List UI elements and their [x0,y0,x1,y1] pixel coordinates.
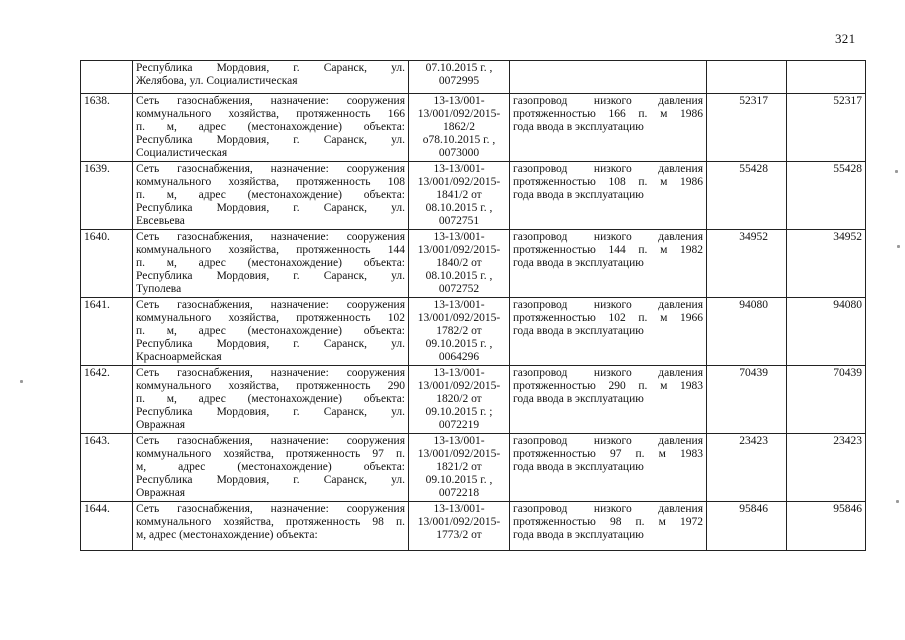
description-line: Республика Мордовия, г. Саранск, ул. [136,134,405,146]
table-row [81,230,866,298]
description-line: п. м, адрес (местонахождение) объекта: [136,121,405,133]
registration-line: 13-13/001- [433,299,485,311]
balance-value: 34952 [707,230,787,298]
row-number: 1639. [81,162,133,230]
description-line: Овражная [136,419,186,431]
registration-line: 08.10.2015 г. , [425,202,493,214]
registration-line: 13-13/001- [433,367,485,379]
registration-record [409,434,510,502]
characteristics-line: года ввода в эксплуатацию [513,529,644,541]
registration-line: о78.10.2015 г. , [422,134,496,146]
object-characteristics [510,502,707,551]
description-line: коммунального хозяйства, протяженность 108 [136,176,405,188]
description-line: Сеть газоснабжения, назначение: сооружения [136,163,405,175]
scan-artifact [896,500,899,503]
registration-record [409,162,510,230]
description-line: п. м, адрес (местонахождение) объекта: [136,393,405,405]
characteristics-line: года ввода в эксплуатацию [513,257,644,269]
residual-value: 94080 [787,298,866,366]
characteristics-line: газопровод низкого давления [513,299,703,311]
object-description [133,298,409,366]
characteristics-line: газопровод низкого давления [513,231,703,243]
description-line: Евсевьева [136,215,185,227]
registration-record [409,298,510,366]
description-line: Республика Мордовия, г. Саранск, ул. [136,338,405,350]
object-description [133,230,409,298]
characteristics-line: протяженностью 98 п. м 1972 [513,516,703,528]
description-line: Желябова, ул. Социалистическая [136,75,298,87]
registration-line: 1820/2 от [436,393,482,405]
object-description [133,434,409,502]
table-row [81,434,866,502]
characteristics-line: года ввода в эксплуатацию [513,189,644,201]
description-line: п. м, адрес (местонахождение) объекта: [136,325,405,337]
row-number: 1640. [81,230,133,298]
table-row [81,61,866,94]
row-number [81,61,133,94]
characteristics-line: протяженностью 166 п. м 1986 [513,108,703,120]
description-line: коммунального хозяйства, протяженность 97 п. [136,448,405,460]
description-line: Туполева [136,283,182,295]
registration-line: 09.10.2015 г. ; [425,406,493,418]
registration-line: 13/001/092/2015- [417,516,501,528]
description-line: Красноармейская [136,351,222,363]
object-characteristics [510,61,707,94]
description-line: Республика Мордовия, г. Саранск, ул. [136,406,405,418]
row-number: 1644. [81,502,133,551]
description-line: м, адрес (местонахождение) объекта: [136,529,318,541]
residual-value: 55428 [787,162,866,230]
balance-value [707,61,787,94]
scan-artifact [20,380,23,383]
residual-value: 95846 [787,502,866,551]
description-line: Сеть газоснабжения, назначение: сооружения [136,435,405,447]
object-characteristics [510,230,707,298]
registry-body [81,61,866,551]
registration-line: 1862/2 [443,121,475,133]
registration-line: 1840/2 от [436,257,482,269]
object-characteristics [510,298,707,366]
object-characteristics [510,366,707,434]
balance-value: 55428 [707,162,787,230]
balance-value: 23423 [707,434,787,502]
characteristics-line: протяженностью 290 п. м 1983 [513,380,703,392]
registration-line: 0072219 [438,419,480,431]
description-line: коммунального хозяйства, протяженность 144 [136,244,405,256]
description-line: коммунального хозяйства, протяженность 102 [136,312,405,324]
object-description [133,366,409,434]
registration-line: 09.10.2015 г. , [425,474,493,486]
description-line: коммунального хозяйства, протяженность 166 [136,108,405,120]
table-row [81,502,866,551]
description-line: п. м, адрес (местонахождение) объекта: [136,257,405,269]
scan-artifact [897,245,900,248]
row-number: 1642. [81,366,133,434]
table-row [81,366,866,434]
description-line: м, адрес (местонахождение) объекта: [136,461,405,473]
object-description [133,502,409,551]
characteristics-line: года ввода в эксплуатацию [513,325,644,337]
registration-line: 1773/2 от [436,529,482,541]
registration-record [409,94,510,162]
registration-line: 09.10.2015 г. , [425,338,493,350]
registration-line: 1782/2 от [436,325,482,337]
characteristics-line: протяженностью 108 п. м 1986 [513,176,703,188]
description-line: Сеть газоснабжения, назначение: сооружения [136,367,405,379]
registration-line: 13-13/001- [433,435,485,447]
description-line: Республика Мордовия, г. Саранск, ул. [136,474,405,486]
registration-line: 0073000 [438,147,480,159]
characteristics-line: года ввода в эксплуатацию [513,461,644,473]
description-line: Овражная [136,487,186,499]
row-number: 1638. [81,94,133,162]
description-line: Сеть газоснабжения, назначение: сооружения [136,503,405,515]
property-registry-table [80,60,866,551]
description-line: Республика Мордовия, г. Саранск, ул. [136,270,405,282]
description-line: коммунального хозяйства, протяженность 290 [136,380,405,392]
registration-line: 13/001/092/2015- [417,448,501,460]
characteristics-line: газопровод низкого давления [513,95,703,107]
registration-line: 13-13/001- [433,163,485,175]
description-line: Сеть газоснабжения, назначение: сооружения [136,231,405,243]
characteristics-line: года ввода в эксплуатацию [513,121,644,133]
registration-line: 1841/2 от [436,189,482,201]
residual-value: 34952 [787,230,866,298]
characteristics-line: газопровод низкого давления [513,163,703,175]
object-characteristics [510,162,707,230]
balance-value: 94080 [707,298,787,366]
residual-value: 23423 [787,434,866,502]
characteristics-line: протяженностью 97 п. м 1983 [513,448,703,460]
description-line: Республика Мордовия, г. Саранск, ул. [136,202,405,214]
object-description [133,61,409,94]
characteristics-line: года ввода в эксплуатацию [513,393,644,405]
registration-line: 1821/2 от [436,461,482,473]
registration-line: 0064296 [438,351,480,363]
registration-record [409,366,510,434]
registration-line: 13/001/092/2015- [417,108,501,120]
description-line: Сеть газоснабжения, назначение: сооружения [136,299,405,311]
residual-value: 70439 [787,366,866,434]
description-line: Социалистическая [136,147,228,159]
description-line: п. м, адрес (местонахождение) объекта: [136,189,405,201]
table-row [81,162,866,230]
registration-line: 0072995 [438,75,480,87]
characteristics-line: газопровод низкого давления [513,435,703,447]
balance-value: 52317 [707,94,787,162]
table-row [81,94,866,162]
characteristics-line: протяженностью 102 п. м 1966 [513,312,703,324]
residual-value: 52317 [787,94,866,162]
registration-line: 13-13/001- [433,503,485,515]
registration-line: 0072752 [438,283,480,295]
object-characteristics [510,94,707,162]
table-row [81,298,866,366]
registration-line: 13/001/092/2015- [417,244,501,256]
description-line: коммунального хозяйства, протяженность 98 п. [136,516,405,528]
registration-record [409,61,510,94]
registration-line: 13-13/001- [433,95,485,107]
characteristics-line: газопровод низкого давления [513,503,703,515]
description-line: Республика Мордовия, г. Саранск, ул. [136,62,405,74]
registration-line: 0072751 [438,215,480,227]
balance-value: 70439 [707,366,787,434]
description-line: Сеть газоснабжения, назначение: сооружения [136,95,405,107]
registration-line: 13/001/092/2015- [417,380,501,392]
page-number: 321 [835,31,856,46]
object-description [133,94,409,162]
registration-line: 13/001/092/2015- [417,176,501,188]
residual-value [787,61,866,94]
row-number: 1643. [81,434,133,502]
object-characteristics [510,434,707,502]
registration-line: 13-13/001- [433,231,485,243]
characteristics-line: газопровод низкого давления [513,367,703,379]
registration-line: 13/001/092/2015- [417,312,501,324]
characteristics-line: протяженностью 144 п. м 1982 [513,244,703,256]
object-description [133,162,409,230]
registration-record [409,502,510,551]
registration-line: 07.10.2015 г. , [425,62,493,74]
row-number: 1641. [81,298,133,366]
registration-line: 0072218 [438,487,480,499]
balance-value: 95846 [707,502,787,551]
registration-line: 08.10.2015 г. , [425,270,493,282]
registration-record [409,230,510,298]
scan-artifact [895,170,898,173]
